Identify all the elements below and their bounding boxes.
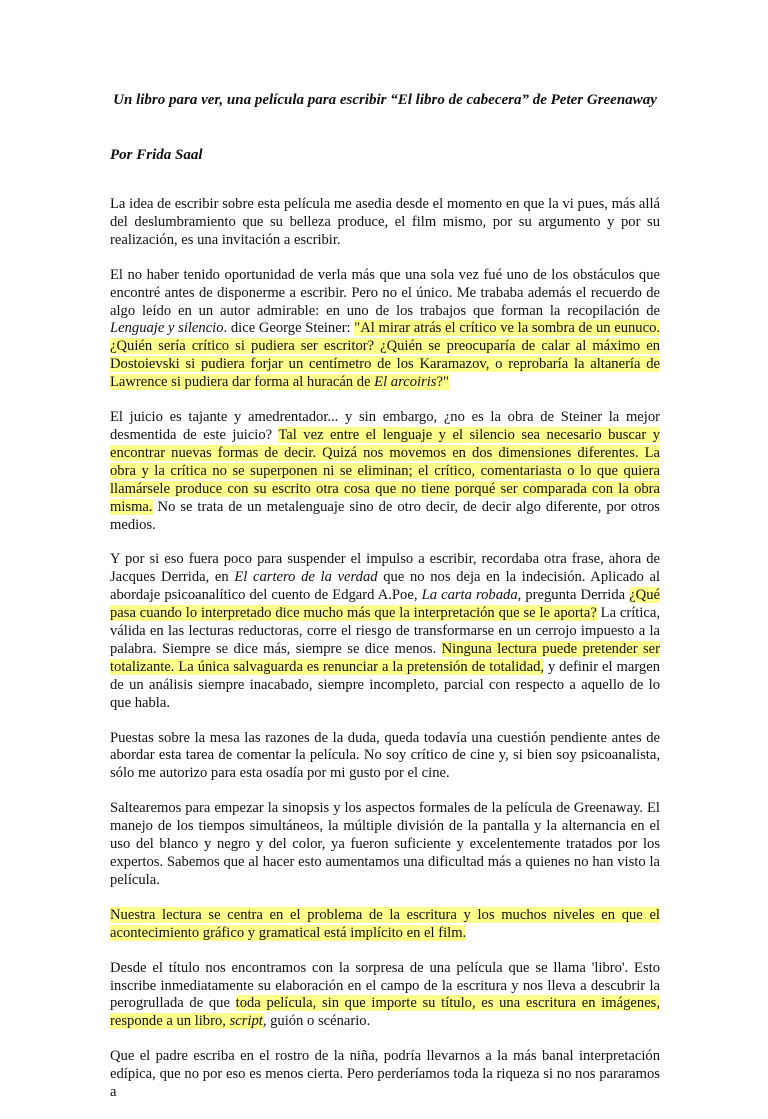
text-run: . dice George Steiner: <box>223 320 355 337</box>
paragraph-8 <box>110 960 660 1032</box>
text-run: Desde el título nos encontramos con la sorpresa de una película que se llama 'libro'. Esto inscribe inmediatamente su elaboración en el campo de la escritura y nos lleva a descubrir la perogrullada de que <box>110 959 660 1012</box>
text-run: Saltearemos para empezar la sinopsis y los aspectos formales de la película de Greenaway. El manejo de los tiempos simultáneos, la múltiple división de la pantalla y la alternancia en el uso del blanco y negro y del color, ya fueron suficiente y excelentemente tratados por los expertos. Sabemos que al hacer esto aumentamos una dificultad más a quienes no han visto la película. <box>110 800 660 888</box>
text-run: y definir el margen de un análisis siempre inacabado, siempre incompleto, parcial con respecto a aquello de lo que habla. <box>110 658 660 711</box>
paragraph-7 <box>110 907 660 943</box>
text-run: que no nos deja en la indecisión. Aplicado al abordaje psicoanalítico del cuento de Edgard A.Poe, <box>110 569 661 604</box>
paragraph-4 <box>110 551 660 712</box>
text-run: toda película, sin que importe su título, es una escritura en imágenes, responde a un libro, <box>110 995 660 1030</box>
document-title: Un libro para ver, una película para escribir “El libro de cabecera” de Peter Greenaway <box>113 92 657 108</box>
text-run: Y por si eso fuera poco para suspender el impulso a escribir, recordaba otra frase, ahora de Jacques Derrida, en <box>110 551 660 586</box>
highlighted-text: Ninguna lectura puede pretender ser totalizante. La única salvaguarda es renunciar a la pretensión de totalidad, <box>110 640 660 675</box>
paragraph-1 <box>110 196 660 250</box>
paragraph-5 <box>110 730 660 784</box>
paragraph-6 <box>110 800 660 890</box>
paragraph-2 <box>110 267 660 392</box>
text-run: El juicio es tajante y amedrentador... y sin embargo, ¿no es la obra de Steiner la mejor desmentida de este juicio? <box>110 409 660 443</box>
text-run: El no haber tenido oportunidad de verla más que una sola vez fué uno de los obstáculos que encontré antes de disponerme a escribir. Pero no el único. Me trababa además el recuerdo de algo leído en un autor admirable: en uno de los trabajos que forman la recopilación de <box>110 266 660 319</box>
highlighted-text: Tal vez entre el lenguaje y el silencio sea necesario buscar y encontrar nuevas formas de decir. Quizá nos movemos en dos dimensiones diferentes. La obra y la crítica no se superponen ni se eliminan; el crítico, comentariasta o lo que quiera llamársele produce con su escrito otra cosa que no tiene porqué ser comparada con la obra misma. <box>110 426 661 515</box>
highlighted-text: Nuestra lectura se centra en el problema de la escritura y los muchos niveles en que el acontecimiento gráfico y gramatical está implícito en el film. <box>110 906 660 941</box>
text-run: Puestas sobre la mesa las razones de la duda, queda todavía una cuestión pendiente antes de abordar esta tarea de comentar la película. No soy crítico de cine y, si bien soy psicoanalista, sólo me autorizo para esta osadía por mi gusto por el cine. <box>110 729 660 782</box>
book-title: La carta robada <box>421 587 518 604</box>
text-run: , pregunta Derrida <box>517 587 630 604</box>
article-body <box>110 196 660 1119</box>
book-title: El arcoiris <box>374 374 437 391</box>
text-run: La crítica, válida en las lecturas reductoras, corre el riesgo de transformarse en un cerrojo impuesto a la palabra. Siempre se dice más, siempre se dice menos. <box>110 605 661 657</box>
highlighted-text: ¿Qué pasa cuando lo interpretado dice mucho más que la interpretación que se le aporta? <box>110 587 660 622</box>
text-run: No se trata de un metalenguaje sino de otro decir, de decir algo diferente, por otros medios. <box>110 498 660 533</box>
text-run: "Al mirar atrás el crítico ve la sombra de un eunuco. ¿Quién sería crítico si pudiera ser escritor? ¿Quién se preocuparía de calar al máximo en Dostoievski si pudiera forjar un centímetro de los Karamazov, o reprobaría la altanería de Lawrence si pudiera dar forma al huracán de <box>110 320 661 391</box>
text-run: La idea de escribir sobre esta película me asedia desde el momento en que la vi pues, más allá del deslumbramiento que su belleza produce, el film mismo, por su argumento y por su realización, es una invitación a escribir. <box>110 196 660 248</box>
author-byline: Por Frida Saal <box>110 147 203 163</box>
text-run: Que el padre escriba en el rostro de la niña, podría llevarnos a la más banal interpretación edípica, que no por eso es menos cierta. Pero perderíamos toda la riqueza si no nos pararamos a <box>110 1048 660 1101</box>
book-title: Lenguaje y silencio <box>110 320 224 337</box>
paragraph-3 <box>110 409 660 534</box>
text-run: ?" <box>436 374 449 391</box>
paragraph-9 <box>110 1048 660 1102</box>
emphasis-term: script <box>229 1013 263 1030</box>
book-title: El cartero de la verdad <box>234 569 378 586</box>
text-run: , guión o scénario. <box>262 1013 371 1030</box>
